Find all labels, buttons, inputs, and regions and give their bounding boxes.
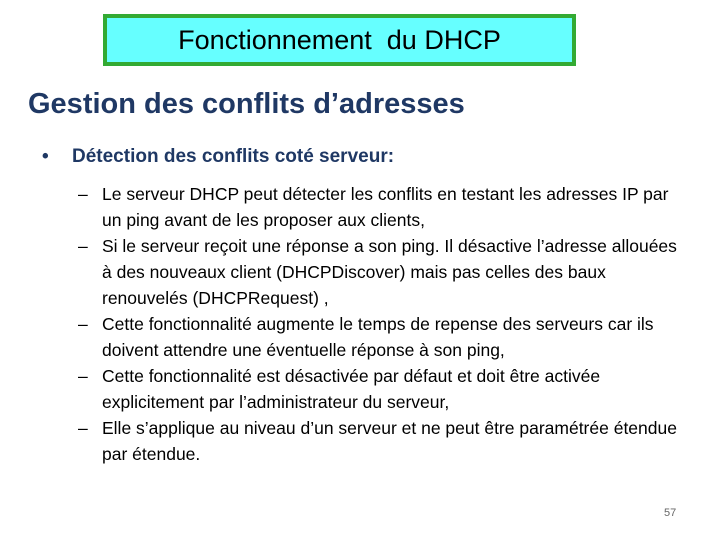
slide-title [103, 14, 576, 66]
main-bullet [42, 146, 394, 168]
bullet-marker: • [42, 146, 49, 167]
list-item-text: Si le serveur reçoit une réponse a son ping. Il désactive l’adresse allouées à des nouveaux client (DHCPDiscover) mais pas celles des baux renouvelés (DHCPRequest) , [102, 236, 677, 308]
slide-title-text: Fonctionnement du DHCP [178, 24, 501, 55]
dash-marker: – [78, 418, 88, 438]
list-item [78, 363, 688, 415]
dash-marker: – [78, 366, 88, 386]
dash-marker: – [78, 314, 88, 334]
list-item-text: Cette fonctionnalité augmente le temps de repense des serveurs car ils doivent attendre une éventuelle réponse à son ping, [102, 314, 654, 360]
main-bullet-text: Détection des conflits coté serveur: [72, 146, 395, 167]
list-item-text: Elle s’applique au niveau d’un serveur et ne peut être paramétrée étendue par étendue. [102, 418, 677, 464]
list-item [78, 311, 688, 363]
page-number: 57 [664, 507, 677, 519]
list-item [78, 233, 688, 311]
dash-marker: – [78, 236, 88, 256]
sub-bullet-list [78, 181, 688, 467]
section-heading: Gestion des conflits d’adresses [28, 88, 465, 120]
list-item-text: Cette fonctionnalité est désactivée par défaut et doit être activée explicitement par l’administrateur du serveur, [102, 366, 601, 412]
dash-marker: – [78, 184, 88, 204]
list-item [78, 415, 688, 467]
list-item-text: Le serveur DHCP peut détecter les conflits en testant les adresses IP par un ping avant de les proposer aux clients, [102, 184, 669, 230]
list-item [78, 181, 688, 233]
